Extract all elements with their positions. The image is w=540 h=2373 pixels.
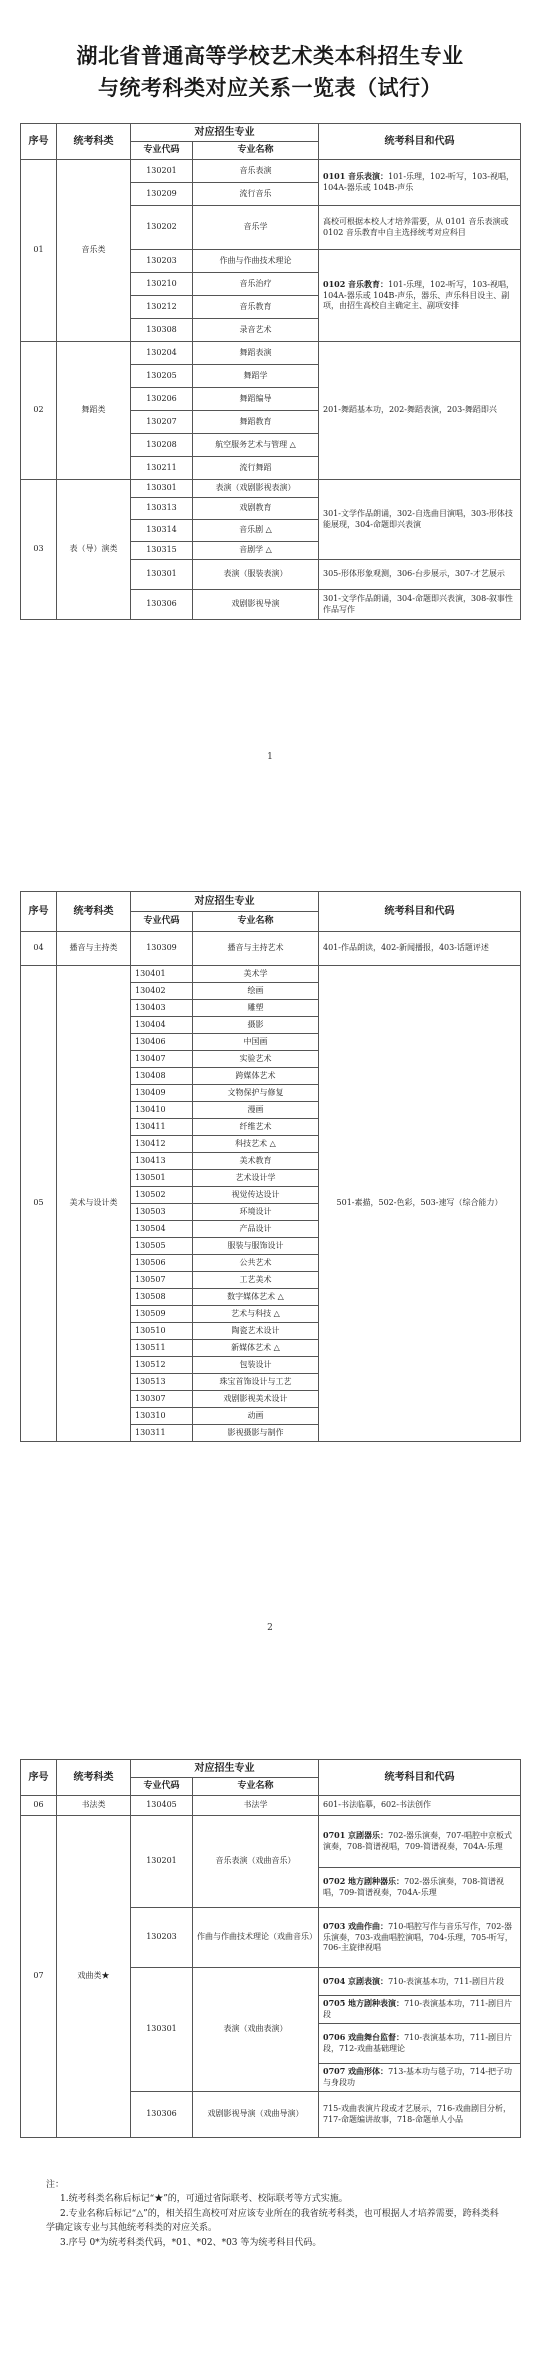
major-name: 工艺美术 <box>193 1272 319 1289</box>
subjects-cell: 301-文学作品朗诵，304-命题即兴表演，308-叙事性作品写作 <box>319 590 521 620</box>
header-majors: 对应招生专业 <box>131 1760 319 1778</box>
major-name: 实验艺术 <box>193 1051 319 1068</box>
subjects-cell: 305-形体形象观测，306-台步展示，307-才艺展示 <box>319 560 521 590</box>
note-item: 3.序号 0*为统考科类代码，*01、*02、*03 等为统考科目代码。 <box>60 2237 322 2248</box>
major-name: 书法学 <box>193 1796 319 1816</box>
subjects-cell: 501-素描，502-色彩，503-速写（综合能力） <box>319 966 521 1442</box>
major-code: 130301 <box>131 1968 193 2092</box>
major-code: 130212 <box>131 296 193 319</box>
major-name: 包装设计 <box>193 1357 319 1374</box>
category-cell: 播音与主持类 <box>57 932 131 966</box>
major-name: 表演（服装表演） <box>193 560 319 590</box>
major-code: 130403 <box>131 1000 193 1017</box>
header-majors: 对应招生专业 <box>131 892 319 912</box>
major-name: 绘画 <box>193 983 319 1000</box>
major-code: 130502 <box>131 1187 193 1204</box>
major-code: 130314 <box>131 520 193 542</box>
header-seq: 序号 <box>21 124 57 160</box>
subjects-cell: 201-舞蹈基本功，202-舞蹈表演，203-舞蹈即兴 <box>319 342 521 480</box>
major-code: 130209 <box>131 183 193 206</box>
mapping-table-page-2 <box>20 891 521 1442</box>
seq-cell: 01 <box>21 160 57 342</box>
major-code: 130413 <box>131 1153 193 1170</box>
major-name: 录音艺术 <box>193 319 319 342</box>
header-code: 专业代码 <box>131 1778 193 1796</box>
major-code: 130503 <box>131 1204 193 1221</box>
subjects-cell: 601-书法临摹，602-书法创作 <box>319 1796 521 1816</box>
subjects-cell <box>319 1968 521 1996</box>
major-name: 产品设计 <box>193 1221 319 1238</box>
major-name: 音乐学 <box>193 206 319 250</box>
major-name: 跨媒体艺术 <box>193 1068 319 1085</box>
major-name: 音乐表演 <box>193 160 319 183</box>
major-name: 艺术设计学 <box>193 1170 319 1187</box>
major-code: 130410 <box>131 1102 193 1119</box>
major-code: 130206 <box>131 388 193 411</box>
major-code: 130207 <box>131 411 193 434</box>
subjects-cell: 301-文学作品朗诵，302-自选曲目演唱，303-形体技能展现，304-命题即兴表演 <box>319 480 521 560</box>
major-name: 新媒体艺术 △ <box>193 1340 319 1357</box>
major-name: 作曲与作曲技术理论 <box>193 250 319 273</box>
major-code: 130404 <box>131 1017 193 1034</box>
major-code: 130306 <box>131 590 193 620</box>
major-code: 130308 <box>131 319 193 342</box>
major-name: 陶瓷艺术设计 <box>193 1323 319 1340</box>
category-cell: 表（导）演类 <box>57 480 131 620</box>
major-name: 雕塑 <box>193 1000 319 1017</box>
subject-group-label: 0702 地方剧种器乐： <box>323 1876 405 1887</box>
subject-group-label: 0701 京剧器乐： <box>323 1830 389 1841</box>
major-name: 戏剧影视导演 <box>193 590 319 620</box>
seq-cell: 04 <box>21 932 57 966</box>
document-title-line-1: 湖北省普通高等学校艺术类本科招生专业 <box>76 44 464 68</box>
seq-cell: 02 <box>21 342 57 480</box>
note-item: 1.统考科类名称后标记“★”的，可通过省际联考、校际联考等方式实施。 <box>60 2194 348 2205</box>
major-name: 戏剧影视美术设计 <box>193 1391 319 1408</box>
subject-text: 710-唱腔写作与音乐写作，702-器乐演奏，703-戏曲唱腔演唱，704-乐理，705-听写，706-主旋律视唱 <box>323 1921 513 1953</box>
subjects-cell <box>319 1908 521 1968</box>
header-subjects: 统考科目和代码 <box>319 892 521 932</box>
major-code: 130311 <box>131 1425 193 1442</box>
subjects-cell: 715-戏曲表演片段或才艺展示，716-戏曲剧目分析，717-命题编讲故事，718-命题单人小品 <box>319 2092 521 2138</box>
document-title-line-2: 与统考科类对应关系一览表（试行） <box>98 76 442 100</box>
subject-text: 710-表演基本功，711-剧目片段，712-戏曲基础理论 <box>323 2033 513 2053</box>
major-name: 播音与主持艺术 <box>193 932 319 966</box>
major-code: 130205 <box>131 365 193 388</box>
major-code: 130401 <box>131 966 193 983</box>
major-code: 130210 <box>131 273 193 296</box>
major-name: 流行舞蹈 <box>193 457 319 480</box>
header-code: 专业代码 <box>131 912 193 932</box>
major-code: 130409 <box>131 1085 193 1102</box>
major-name: 公共艺术 <box>193 1255 319 1272</box>
mapping-table-page-3 <box>20 1759 521 2138</box>
seq-cell: 03 <box>21 480 57 620</box>
major-code: 130407 <box>131 1051 193 1068</box>
category-cell: 书法类 <box>57 1796 131 1816</box>
notes-section <box>46 2178 506 2250</box>
subjects-cell <box>319 250 521 342</box>
major-name: 科技艺术 △ <box>193 1136 319 1153</box>
subject-group-label: 0101 音乐表演： <box>323 171 389 182</box>
subject-group-label: 0703 戏曲作曲： <box>323 1920 389 1931</box>
subjects-cell: 高校可根据本校人才培养需要，从 0101 音乐表演或 0102 音乐教育中自主选择统考对应科目 <box>319 206 521 250</box>
header-category: 统考科类 <box>57 1760 131 1796</box>
major-name: 摄影 <box>193 1017 319 1034</box>
major-code: 130211 <box>131 457 193 480</box>
subject-group-label: 0704 京剧表演： <box>323 1975 389 1986</box>
subjects-cell <box>319 2064 521 2092</box>
major-name: 动画 <box>193 1408 319 1425</box>
major-code: 130505 <box>131 1238 193 1255</box>
major-code: 130508 <box>131 1289 193 1306</box>
major-code: 130408 <box>131 1068 193 1085</box>
category-cell: 舞蹈类 <box>57 342 131 480</box>
major-name: 美术教育 <box>193 1153 319 1170</box>
major-code: 130307 <box>131 1391 193 1408</box>
major-name: 戏剧教育 <box>193 498 319 520</box>
subjects-cell: 401-作品朗读，402-新闻播报，403-话题评述 <box>319 932 521 966</box>
major-code: 130513 <box>131 1374 193 1391</box>
major-code: 130411 <box>131 1119 193 1136</box>
major-code: 130406 <box>131 1034 193 1051</box>
major-name: 艺术与科技 △ <box>193 1306 319 1323</box>
major-name: 表演（戏剧影视表演） <box>193 480 319 498</box>
major-code: 130504 <box>131 1221 193 1238</box>
major-name: 舞蹈学 <box>193 365 319 388</box>
subjects-cell <box>319 1868 521 1908</box>
major-code: 130309 <box>131 932 193 966</box>
major-name: 音乐治疗 <box>193 273 319 296</box>
major-code: 130310 <box>131 1408 193 1425</box>
major-name: 美术学 <box>193 966 319 983</box>
header-seq: 序号 <box>21 1760 57 1796</box>
notes-heading: 注： <box>46 2180 65 2190</box>
major-code: 130405 <box>131 1796 193 1816</box>
page-number: 1 <box>267 752 273 762</box>
major-code: 130315 <box>131 542 193 560</box>
major-code: 130208 <box>131 434 193 457</box>
header-subjects: 统考科目和代码 <box>319 124 521 160</box>
major-name: 作曲与作曲技术理论（戏曲音乐） <box>193 1908 319 1968</box>
header-name: 专业名称 <box>193 912 319 932</box>
subjects-cell <box>319 2024 521 2064</box>
category-cell: 音乐类 <box>57 160 131 342</box>
major-code: 130201 <box>131 1816 193 1908</box>
header-category: 统考科类 <box>57 124 131 160</box>
major-code: 130501 <box>131 1170 193 1187</box>
category-cell: 戏曲类★ <box>57 1816 131 2138</box>
note-item: 2.专业名称后标记“△”的，相关招生高校可对应该专业所在的我省统考科类，也可根据人才培养需要，跨科类科学确定该专业与其他统考科类的对应关系。 <box>46 2208 499 2234</box>
major-name: 戏剧影视导演（戏曲导演） <box>193 2092 319 2138</box>
major-code: 130506 <box>131 1255 193 1272</box>
header-subjects: 统考科目和代码 <box>319 1760 521 1796</box>
major-code: 130204 <box>131 342 193 365</box>
subject-text: 101-乐理，102-听写，103-视唱，104A-器乐或 104B-声乐 <box>323 172 514 192</box>
major-code: 130203 <box>131 1908 193 1968</box>
header-category: 统考科类 <box>57 892 131 932</box>
mapping-table-page-1 <box>20 123 521 620</box>
seq-cell: 06 <box>21 1796 57 1816</box>
major-name: 音乐教育 <box>193 296 319 319</box>
major-code: 130306 <box>131 2092 193 2138</box>
major-code: 130507 <box>131 1272 193 1289</box>
subject-text: 710-表演基本功，711-剧目片段 <box>388 1976 505 1986</box>
header-name: 专业名称 <box>193 1778 319 1796</box>
major-code: 130203 <box>131 250 193 273</box>
subject-text: 713-基本功与毯子功，714-把子功与身段功 <box>323 2067 513 2087</box>
subject-text: 710-表演基本功，711-剧目片段 <box>323 1999 513 2019</box>
subject-text: 101-乐理，102-听写，103-视唱，104A-器乐或 104B-声乐，器乐、声乐科目设主、副项，由招生高校自主确定主、副项安排 <box>323 279 514 311</box>
subjects-cell <box>319 160 521 206</box>
major-code: 130202 <box>131 206 193 250</box>
major-name: 服装与服饰设计 <box>193 1238 319 1255</box>
header-seq: 序号 <box>21 892 57 932</box>
major-code: 130301 <box>131 560 193 590</box>
subject-group-label: 0707 戏曲形体： <box>323 2066 389 2077</box>
major-name: 流行音乐 <box>193 183 319 206</box>
category-cell: 美术与设计类 <box>57 966 131 1442</box>
major-name: 影视摄影与制作 <box>193 1425 319 1442</box>
major-name: 舞蹈教育 <box>193 411 319 434</box>
header-majors: 对应招生专业 <box>131 124 319 142</box>
header-code: 专业代码 <box>131 142 193 160</box>
major-name: 音剧学 △ <box>193 542 319 560</box>
major-name: 舞蹈表演 <box>193 342 319 365</box>
header-name: 专业名称 <box>193 142 319 160</box>
major-name: 文物保护与修复 <box>193 1085 319 1102</box>
major-code: 130313 <box>131 498 193 520</box>
major-name: 音乐剧 △ <box>193 520 319 542</box>
major-name: 珠宝首饰设计与工艺 <box>193 1374 319 1391</box>
subject-group-label: 0102 音乐教育： <box>323 278 389 289</box>
major-name: 漫画 <box>193 1102 319 1119</box>
major-name: 表演（戏曲表演） <box>193 1968 319 2092</box>
major-code: 130510 <box>131 1323 193 1340</box>
subjects-cell <box>319 1816 521 1868</box>
major-code: 130511 <box>131 1340 193 1357</box>
subject-text: 702-器乐演奏，708-简谱视唱，709-简谱视奏，704A-乐理 <box>323 1877 505 1897</box>
page-number: 2 <box>267 1623 273 1633</box>
major-name: 环境设计 <box>193 1204 319 1221</box>
major-name: 中国画 <box>193 1034 319 1051</box>
subject-group-label: 0705 地方剧种表演： <box>323 1998 405 2009</box>
major-name: 视觉传达设计 <box>193 1187 319 1204</box>
major-name: 航空服务艺术与管理 △ <box>193 434 319 457</box>
major-code: 130301 <box>131 480 193 498</box>
seq-cell: 05 <box>21 966 57 1442</box>
major-name: 数字媒体艺术 △ <box>193 1289 319 1306</box>
subject-group-label: 0706 戏曲舞台监督： <box>323 2032 405 2043</box>
major-code: 130412 <box>131 1136 193 1153</box>
major-code: 130512 <box>131 1357 193 1374</box>
major-code: 130201 <box>131 160 193 183</box>
subject-text: 702-器乐演奏，707-唱腔中京板式演奏，708-简谱视唱，709-简谱视奏，704A-乐理 <box>323 1831 513 1851</box>
major-code: 130402 <box>131 983 193 1000</box>
major-name: 音乐表演（戏曲音乐） <box>193 1816 319 1908</box>
major-code: 130509 <box>131 1306 193 1323</box>
seq-cell: 07 <box>21 1816 57 2138</box>
major-name: 舞蹈编导 <box>193 388 319 411</box>
subjects-cell <box>319 1996 521 2024</box>
major-name: 纤维艺术 <box>193 1119 319 1136</box>
